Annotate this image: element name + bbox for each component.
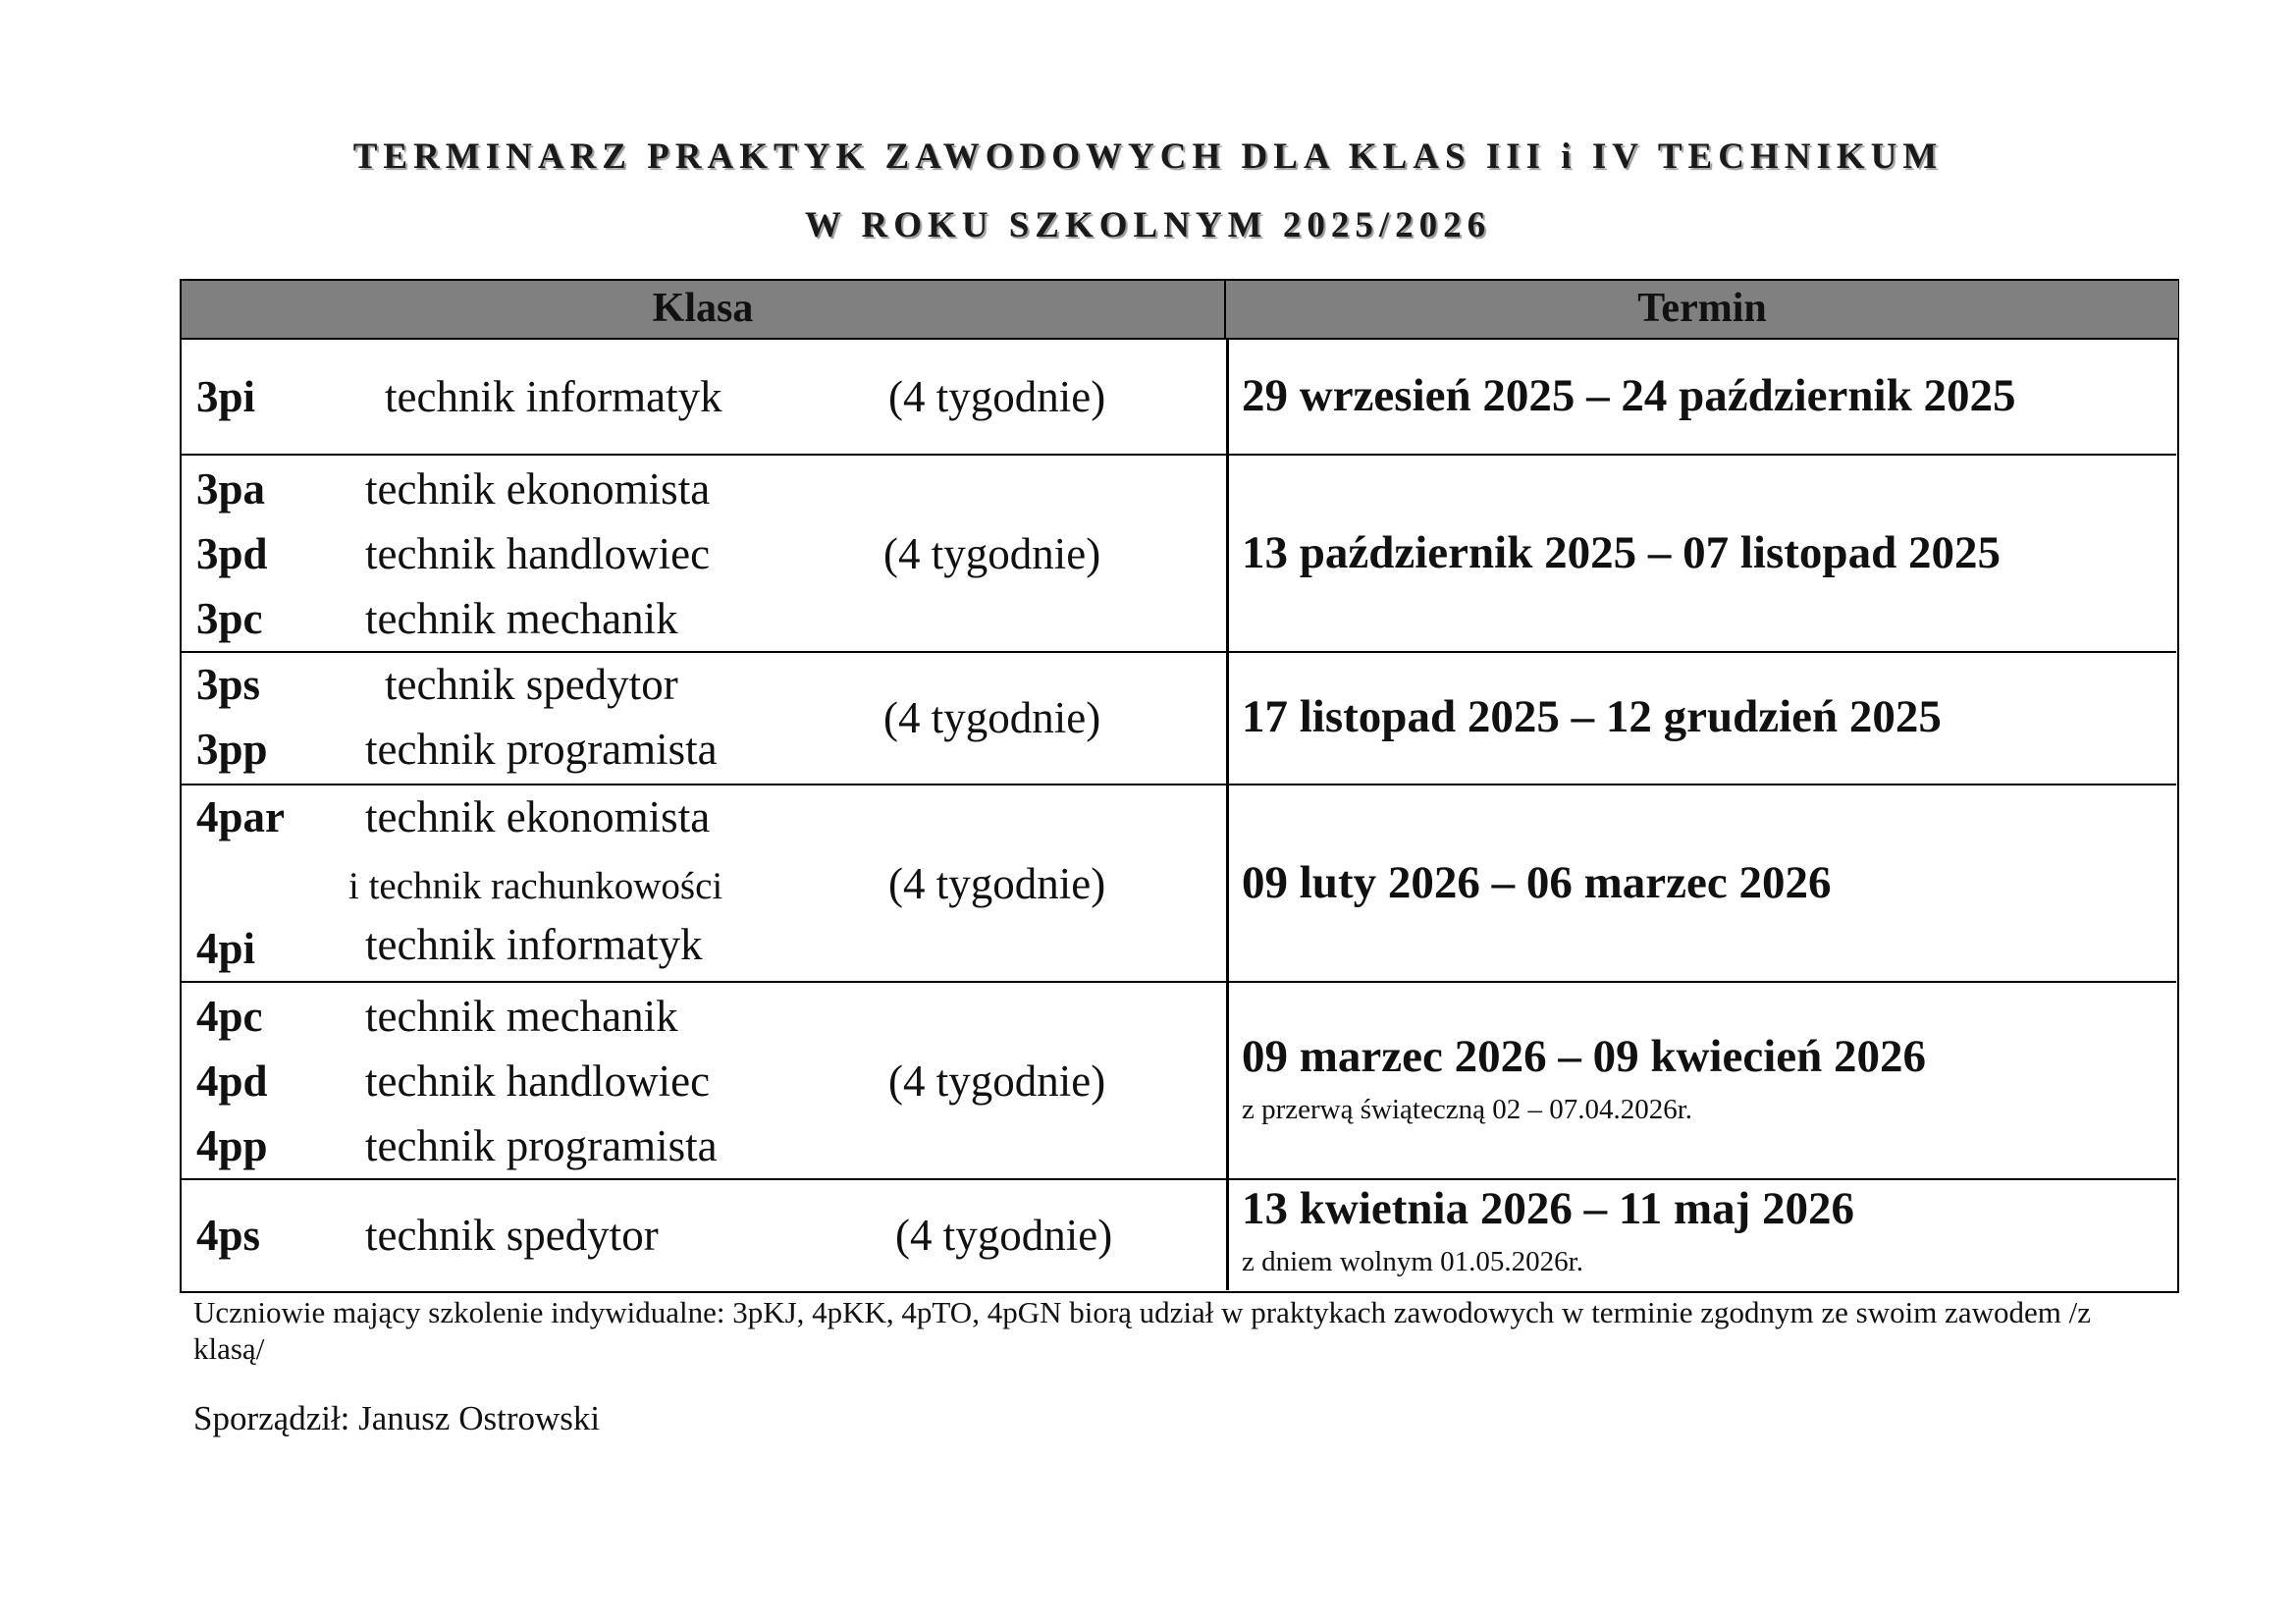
class-specialty: technik mechanik xyxy=(365,594,678,643)
class-code: 4pp xyxy=(196,1121,268,1170)
class-code: 4pc xyxy=(196,992,263,1041)
class-code: 3ps xyxy=(196,660,261,709)
class-specialty: technik informatyk xyxy=(385,372,722,421)
class-code: 4par xyxy=(196,792,285,841)
table-row xyxy=(182,983,2176,1180)
class-code: 3pa xyxy=(196,464,266,514)
class-code: 4pi xyxy=(196,924,256,973)
duration: (4 tygodnie) xyxy=(883,693,1101,742)
class-specialty: technik ekonomista xyxy=(365,792,711,841)
class-specialty: technik programista xyxy=(365,1121,718,1170)
class-code: 3pp xyxy=(196,725,268,774)
document-title: TERMINARZ PRAKTYK ZAWODOWYCH DLA KLAS III i IV TECHNIKUM xyxy=(352,136,1944,177)
term-dates: 13 kwietnia 2026 – 11 maj 2026 xyxy=(1242,1183,1855,1234)
term-dates: 09 luty 2026 – 06 marzec 2026 xyxy=(1242,857,1832,908)
term-dates: 13 październik 2025 – 07 listopad 2025 xyxy=(1242,527,2001,578)
table-row xyxy=(182,653,2176,785)
document-subtitle: W ROKU SZKOLNYM 2025/2026 xyxy=(804,205,1492,245)
duration: (4 tygodnie) xyxy=(888,372,1106,421)
table-row xyxy=(182,785,2176,983)
class-code: 3pi xyxy=(196,372,256,421)
class-specialty: technik informatyk xyxy=(365,920,703,969)
term-dates: 17 listopad 2025 – 12 grudzień 2025 xyxy=(1242,691,1942,742)
author-line: Sporządził: Janusz Ostrowski xyxy=(193,1399,601,1437)
term-dates: 29 wrzesień 2025 – 24 październik 2025 xyxy=(1242,370,2016,421)
class-specialty: technik programista xyxy=(365,725,718,774)
header-klasa: Klasa xyxy=(182,281,1226,340)
table-row xyxy=(182,1180,2176,1290)
class-code: 4pd xyxy=(196,1056,268,1106)
term-note: z dniem wolnym 01.05.2026r. xyxy=(1242,1246,1583,1277)
class-specialty: technik mechanik xyxy=(365,992,678,1041)
term-note: z przerwą świąteczną 02 – 07.04.2026r. xyxy=(1242,1094,1693,1125)
class-code: 3pd xyxy=(196,529,268,578)
class-specialty: technik handlowiec xyxy=(365,1056,711,1106)
duration: (4 tygodnie) xyxy=(883,529,1101,578)
class-specialty: technik ekonomista xyxy=(365,464,711,514)
class-specialty: technik handlowiec xyxy=(365,529,711,578)
table-row xyxy=(182,340,2176,456)
class-specialty: i technik rachunkowości xyxy=(348,865,723,907)
header-termin: Termin xyxy=(1226,281,2178,340)
class-specialty: technik spedytor xyxy=(365,1211,659,1260)
class-code: 4ps xyxy=(196,1211,261,1260)
duration: (4 tygodnie) xyxy=(888,1056,1106,1106)
duration: (4 tygodnie) xyxy=(888,859,1106,908)
footer-note: Uczniowie mający szkolenie indywidualne: 3pKJ, 4pKK, 4pTO, 4pGN biorą udział w praktykach zawodowych w terminie zgodnym ze swoim zawodem /z klasą/ xyxy=(193,1295,2091,1366)
table-row xyxy=(182,456,2176,653)
class-specialty: technik spedytor xyxy=(385,660,678,709)
schedule-table xyxy=(180,279,2179,1293)
class-code: 3pc xyxy=(196,594,263,643)
term-dates: 09 marzec 2026 – 09 kwiecień 2026 xyxy=(1242,1031,1927,1082)
duration: (4 tygodnie) xyxy=(895,1211,1113,1260)
